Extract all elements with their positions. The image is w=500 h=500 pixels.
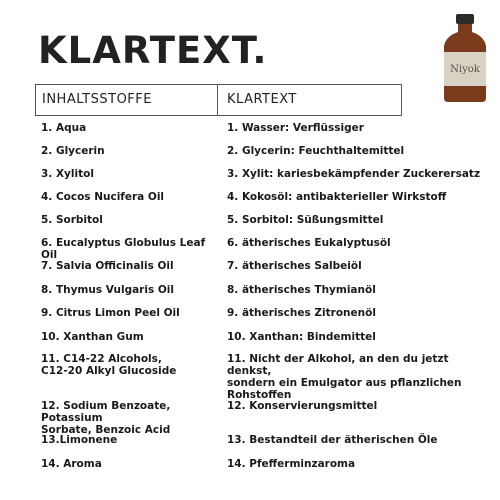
ingredient-cell: 9. Citrus Limon Peel Oil [41, 307, 180, 319]
ingredient-cell: 5. Sorbitol [41, 214, 103, 226]
explanation-cell: 12. Konservierungsmittel [227, 400, 378, 412]
explanation-cell: 6. ätherisches Eukalyptusöl [227, 237, 391, 249]
explanation-cell: 4. Kokosöl: antibakterieller Wirkstoff [227, 191, 447, 203]
explanation-cell: 10. Xanthan: Bindemittel [227, 331, 376, 343]
explanation-cell: 5. Sorbitol: Süßungsmittel [227, 214, 384, 226]
ingredient-cell: 6. Eucalyptus Globulus Leaf Oil [41, 237, 206, 261]
explanation-cell: 3. Xylit: kariesbekämpfender Zuckerersatz [227, 168, 481, 180]
ingredient-cell: 1. Aqua [41, 122, 87, 134]
ingredient-cell: 13.Limonene [41, 434, 118, 446]
explanation-cell: 11. Nicht der Alkohol, an den du jetzt denkst, sondern ein Emulgator aus pflanzlichen Rohstoffen [227, 353, 462, 401]
table-header [35, 84, 402, 116]
header-divider [217, 85, 218, 115]
product-bottle-image [440, 12, 490, 104]
explanation-cell: 9. ätherisches Zitronenöl [227, 307, 376, 319]
ingredient-cell: 4. Cocos Nucifera Oil [41, 191, 165, 203]
explanation-cell: 8. ätherisches Thymianöl [227, 284, 376, 296]
header-ingredients: INHALTSSTOFFE [42, 92, 152, 107]
bottle-cap [456, 14, 474, 24]
ingredient-cell: 10. Xanthan Gum [41, 331, 144, 343]
ingredient-cell: 3. Xylitol [41, 168, 94, 180]
header-explanation: KLARTEXT [227, 92, 297, 107]
bottle-brand: Niyok [450, 64, 480, 75]
ingredient-cell: 8. Thymus Vulgaris Oil [41, 284, 174, 296]
ingredient-cell: 12. Sodium Benzoate, Potassium Sorbate, Benzoic Acid [41, 400, 171, 436]
explanation-cell: 14. Pfefferminzaroma [227, 458, 356, 470]
explanation-cell: 7. ätherisches Salbeiöl [227, 260, 362, 272]
explanation-cell: 13. Bestandteil der ätherischen Öle [227, 434, 438, 446]
page-title: KLARTEXT. [38, 29, 268, 72]
ingredient-cell: 2. Glycerin [41, 145, 105, 157]
ingredient-cell: 11. C14-22 Alcohols, C12-20 Alkyl Glucoside [41, 353, 177, 377]
ingredient-cell: 7. Salvia Officinalis Oil [41, 260, 174, 272]
explanation-cell: 1. Wasser: Verflüssiger [227, 122, 364, 134]
ingredient-cell: 14. Aroma [41, 458, 102, 470]
explanation-cell: 2. Glycerin: Feuchthaltemittel [227, 145, 405, 157]
